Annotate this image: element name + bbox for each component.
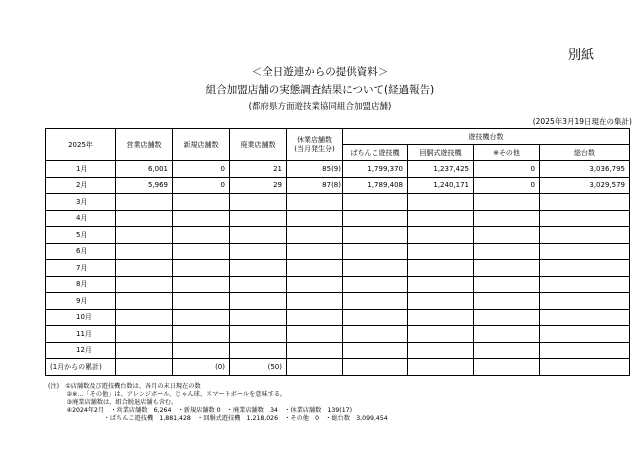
table-row: [46, 177, 630, 194]
operating-cell: 5,969: [116, 177, 173, 194]
operating-cell: [116, 342, 173, 359]
total-cell: [540, 293, 630, 310]
suspended-cell: [287, 177, 343, 194]
suspended-cell: [287, 260, 343, 277]
reel-cell: [408, 194, 474, 211]
suspended-count: 87: [322, 181, 332, 190]
reel-cell: [408, 309, 474, 326]
new-cell: [173, 342, 230, 359]
month-cell: 6月: [46, 243, 116, 260]
pachinko-cell: [343, 293, 408, 310]
closed-cell: 21: [230, 161, 287, 178]
header-machines-group: 遊技機台数: [343, 129, 630, 145]
header-year: 2025年: [46, 129, 116, 161]
footnotes: [48, 383, 388, 423]
total-cell: [540, 210, 630, 227]
operating-cell: [116, 194, 173, 211]
reel-cell: 1,240,171: [408, 177, 474, 194]
other-cell: 0: [474, 161, 540, 178]
suspended-cell: [287, 293, 343, 310]
reel-cell: [408, 276, 474, 293]
reel-cell: [408, 210, 474, 227]
cumulative-other: [474, 359, 540, 376]
pachinko-cell: [343, 276, 408, 293]
other-cell: [474, 342, 540, 359]
appendix-label: 別紙: [568, 48, 595, 63]
header-reel: 回胴式遊技機: [408, 145, 474, 161]
closed-cell: [230, 309, 287, 326]
month-cell: 7月: [46, 260, 116, 277]
closed-cell: [230, 342, 287, 359]
pachinko-cell: [343, 326, 408, 343]
cumulative-label: (1月からの累計): [46, 359, 116, 376]
operating-cell: [116, 227, 173, 244]
cumulative-new: (0): [173, 359, 230, 376]
pachinko-cell: 1,799,370: [343, 161, 408, 178]
reel-cell: [408, 227, 474, 244]
table-row: [46, 161, 630, 178]
new-cell: 0: [173, 161, 230, 178]
footnote-line: ③廃業店舗数は、組合脱退店舗も含む。: [48, 399, 178, 406]
suspended-cell: [287, 210, 343, 227]
closed-cell: [230, 243, 287, 260]
footnote-line: ・ぱちんこ遊技機 1,881,428 ・回胴式遊技機 1,218,026 ・その他 0 ・総台数 3,099,454: [48, 415, 388, 422]
cumulative-reel: [408, 359, 474, 376]
table-row: [46, 194, 630, 211]
header-suspended-line1: 休業店舗数: [297, 135, 332, 144]
reel-cell: [408, 243, 474, 260]
pachinko-cell: [343, 309, 408, 326]
operating-cell: [116, 276, 173, 293]
month-cell: 8月: [46, 276, 116, 293]
month-cell: 10月: [46, 309, 116, 326]
closed-cell: 29: [230, 177, 287, 194]
table-row: [46, 342, 630, 359]
other-cell: [474, 276, 540, 293]
total-cell: [540, 342, 630, 359]
cumulative-suspended: [287, 359, 343, 376]
closed-cell: [230, 293, 287, 310]
suspended-cell: [287, 243, 343, 260]
month-cell: 11月: [46, 326, 116, 343]
reel-cell: [408, 260, 474, 277]
table-row: [46, 243, 630, 260]
closed-cell: [230, 227, 287, 244]
total-cell: [540, 326, 630, 343]
new-cell: [173, 243, 230, 260]
document-title: ＜全日遊連からの提供資料＞: [251, 66, 389, 78]
header-operating: 営業店舗数: [116, 129, 173, 161]
closed-cell: [230, 194, 287, 211]
suspended-new-count: (8): [331, 181, 341, 190]
other-cell: [474, 293, 540, 310]
month-cell: 1月: [46, 161, 116, 178]
footnote-line: ②※…「その他」は、アレンジボール、じゃん球、スマートボールを意味する。: [48, 391, 287, 398]
suspended-new-count: (9): [331, 164, 341, 173]
pachinko-cell: [343, 227, 408, 244]
pachinko-cell: [343, 260, 408, 277]
document-subtitle: 組合加盟店舗の実態調査結果について(経過報告): [205, 84, 435, 96]
total-cell: [540, 260, 630, 277]
reel-cell: 1,237,425: [408, 161, 474, 178]
suspended-cell: [287, 276, 343, 293]
other-cell: 0: [474, 177, 540, 194]
header-suspended: [287, 129, 343, 161]
other-cell: [474, 227, 540, 244]
suspended-cell: [287, 194, 343, 211]
other-cell: [474, 260, 540, 277]
footnote-line: ④2024年2月 ・営業店舗数 6,264 ・新規店舗数 0 ・廃業店舗数 34 ・休業店舗数 139(17): [48, 407, 352, 414]
total-cell: [540, 194, 630, 211]
suspended-cell: [287, 227, 343, 244]
cumulative-total: [540, 359, 630, 376]
new-cell: [173, 309, 230, 326]
closed-cell: [230, 326, 287, 343]
organization-note: (都府県方面遊技業協同組合加盟店舗): [248, 102, 392, 112]
table-row: [46, 326, 630, 343]
new-cell: [173, 260, 230, 277]
header-total: 総台数: [540, 145, 630, 161]
table-row: [46, 227, 630, 244]
cumulative-pachinko: [343, 359, 408, 376]
other-cell: [474, 326, 540, 343]
month-cell: 4月: [46, 210, 116, 227]
suspended-cell: [287, 309, 343, 326]
other-cell: [474, 210, 540, 227]
new-cell: [173, 227, 230, 244]
header-pachinko: ぱちんこ遊技機: [343, 145, 408, 161]
table-row: [46, 309, 630, 326]
pachinko-cell: [343, 194, 408, 211]
closed-cell: [230, 210, 287, 227]
table-row: [46, 293, 630, 310]
month-cell: 5月: [46, 227, 116, 244]
header-closed: 廃業店舗数: [230, 129, 287, 161]
month-cell: 12月: [46, 342, 116, 359]
other-cell: [474, 309, 540, 326]
closed-cell: [230, 260, 287, 277]
reel-cell: [408, 326, 474, 343]
footnote-line: (注) ①店舗数及び遊技機台数は、各月の末日現在の数: [48, 383, 201, 390]
new-cell: [173, 326, 230, 343]
cumulative-row: [46, 359, 630, 376]
table-row: [46, 210, 630, 227]
total-cell: [540, 227, 630, 244]
survey-table: [45, 128, 630, 376]
operating-cell: [116, 243, 173, 260]
suspended-count: 85: [322, 164, 332, 173]
operating-cell: 6,001: [116, 161, 173, 178]
operating-cell: [116, 309, 173, 326]
pachinko-cell: [343, 210, 408, 227]
reel-cell: [408, 293, 474, 310]
suspended-cell: [287, 161, 343, 178]
closed-cell: [230, 276, 287, 293]
reel-cell: [408, 342, 474, 359]
operating-cell: [116, 210, 173, 227]
new-cell: [173, 210, 230, 227]
month-cell: 9月: [46, 293, 116, 310]
header-suspended-line2: (当月発生分): [294, 144, 335, 153]
suspended-cell: [287, 342, 343, 359]
total-cell: 3,029,579: [540, 177, 630, 194]
new-cell: [173, 276, 230, 293]
other-cell: [474, 243, 540, 260]
other-cell: [474, 194, 540, 211]
new-cell: 0: [173, 177, 230, 194]
suspended-cell: [287, 326, 343, 343]
pachinko-cell: [343, 243, 408, 260]
as-of-date: (2025年3月19日現在の集計): [532, 117, 632, 126]
new-cell: [173, 293, 230, 310]
total-cell: [540, 243, 630, 260]
table-body: [46, 161, 630, 376]
cumulative-operating: [116, 359, 173, 376]
pachinko-cell: 1,789,408: [343, 177, 408, 194]
operating-cell: [116, 293, 173, 310]
month-cell: 2月: [46, 177, 116, 194]
operating-cell: [116, 326, 173, 343]
new-cell: [173, 194, 230, 211]
header-other: ※その他: [474, 145, 540, 161]
pachinko-cell: [343, 342, 408, 359]
month-cell: 3月: [46, 194, 116, 211]
total-cell: [540, 276, 630, 293]
operating-cell: [116, 260, 173, 277]
total-cell: 3,036,795: [540, 161, 630, 178]
table-row: [46, 276, 630, 293]
table-row: [46, 260, 630, 277]
header-new: 新規店舗数: [173, 129, 230, 161]
total-cell: [540, 309, 630, 326]
cumulative-closed: (50): [230, 359, 287, 376]
